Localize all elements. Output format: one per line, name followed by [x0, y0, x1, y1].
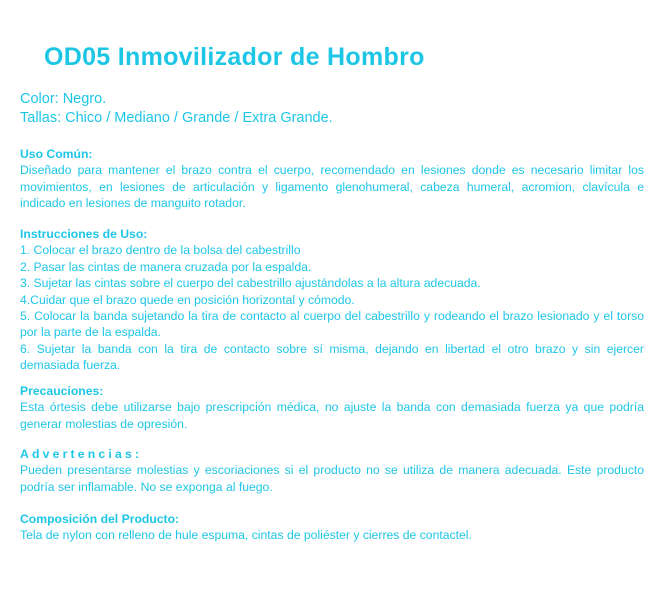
- instrucciones-heading: Instrucciones de Uso:: [20, 227, 148, 241]
- precauciones-text: Esta órtesis debe utilizarse bajo prescripción médica, no ajuste la banda con demasiada fuerza ya que podría generar molestias de opresión.: [20, 400, 644, 431]
- uso-comun-heading: Uso Común:: [20, 147, 93, 161]
- advertencias-section: [20, 446, 644, 495]
- uso-comun-section: [20, 146, 644, 212]
- instruction-item: 2. Pasar las cintas de manera cruzada por la espalda.: [20, 259, 312, 274]
- precauciones-heading: Precauciones:: [20, 384, 104, 398]
- instruction-item: 6. Sujetar la banda con la tira de contacto sobre sí misma, dejando en libertad el otro brazo y sin ejercer demasiada fuerza.: [20, 341, 644, 373]
- instrucciones-list: [20, 242, 644, 373]
- instruction-item: 3. Sujetar las cintas sobre el cuerpo del cabestrillo ajustándolas a la altura adecuada.: [20, 276, 481, 291]
- product-meta: [20, 90, 333, 128]
- uso-comun-text: Diseñado para mantener el brazo contra el cuerpo, recomendado en lesiones donde es necesario limitar los movimientos, en lesiones de articulación y ligamento glenohumeral, cabeza humeral, acromion, clavícula e indicado en lesiones de manguito rotador.: [20, 163, 644, 211]
- composicion-heading: Composición del Producto:: [20, 512, 180, 526]
- instruction-item: 4.Cuidar que el brazo quede en posición horizontal y cómodo.: [20, 292, 355, 307]
- color-line: Color: Negro.: [20, 91, 107, 107]
- composicion-text: Tela de nylon con relleno de hule espuma, cintas de poliéster y cierres de contactel.: [20, 528, 472, 543]
- instrucciones-section: [20, 226, 644, 374]
- advertencias-text: Pueden presentarse molestias y escoriaciones si el producto no se utiliza de manera adecuada. Este producto podría ser inflamable. No se exponga al fuego.: [20, 463, 644, 494]
- composicion-section: [20, 511, 644, 544]
- advertencias-heading: Advertencias:: [20, 447, 143, 461]
- product-title: OD05 Inmovilizador de Hombro: [44, 43, 425, 71]
- precauciones-section: [20, 383, 644, 432]
- sizes-line: Tallas: Chico / Mediano / Grande / Extra Grande.: [20, 110, 333, 126]
- instruction-item: 5. Colocar la banda sujetando la tira de contacto al cuerpo del cabestrillo y rodeando el brazo lesionado y el torso por la parte de la espalda.: [20, 309, 644, 340]
- instruction-item: 1. Colocar el brazo dentro de la bolsa del cabestrillo: [20, 243, 301, 258]
